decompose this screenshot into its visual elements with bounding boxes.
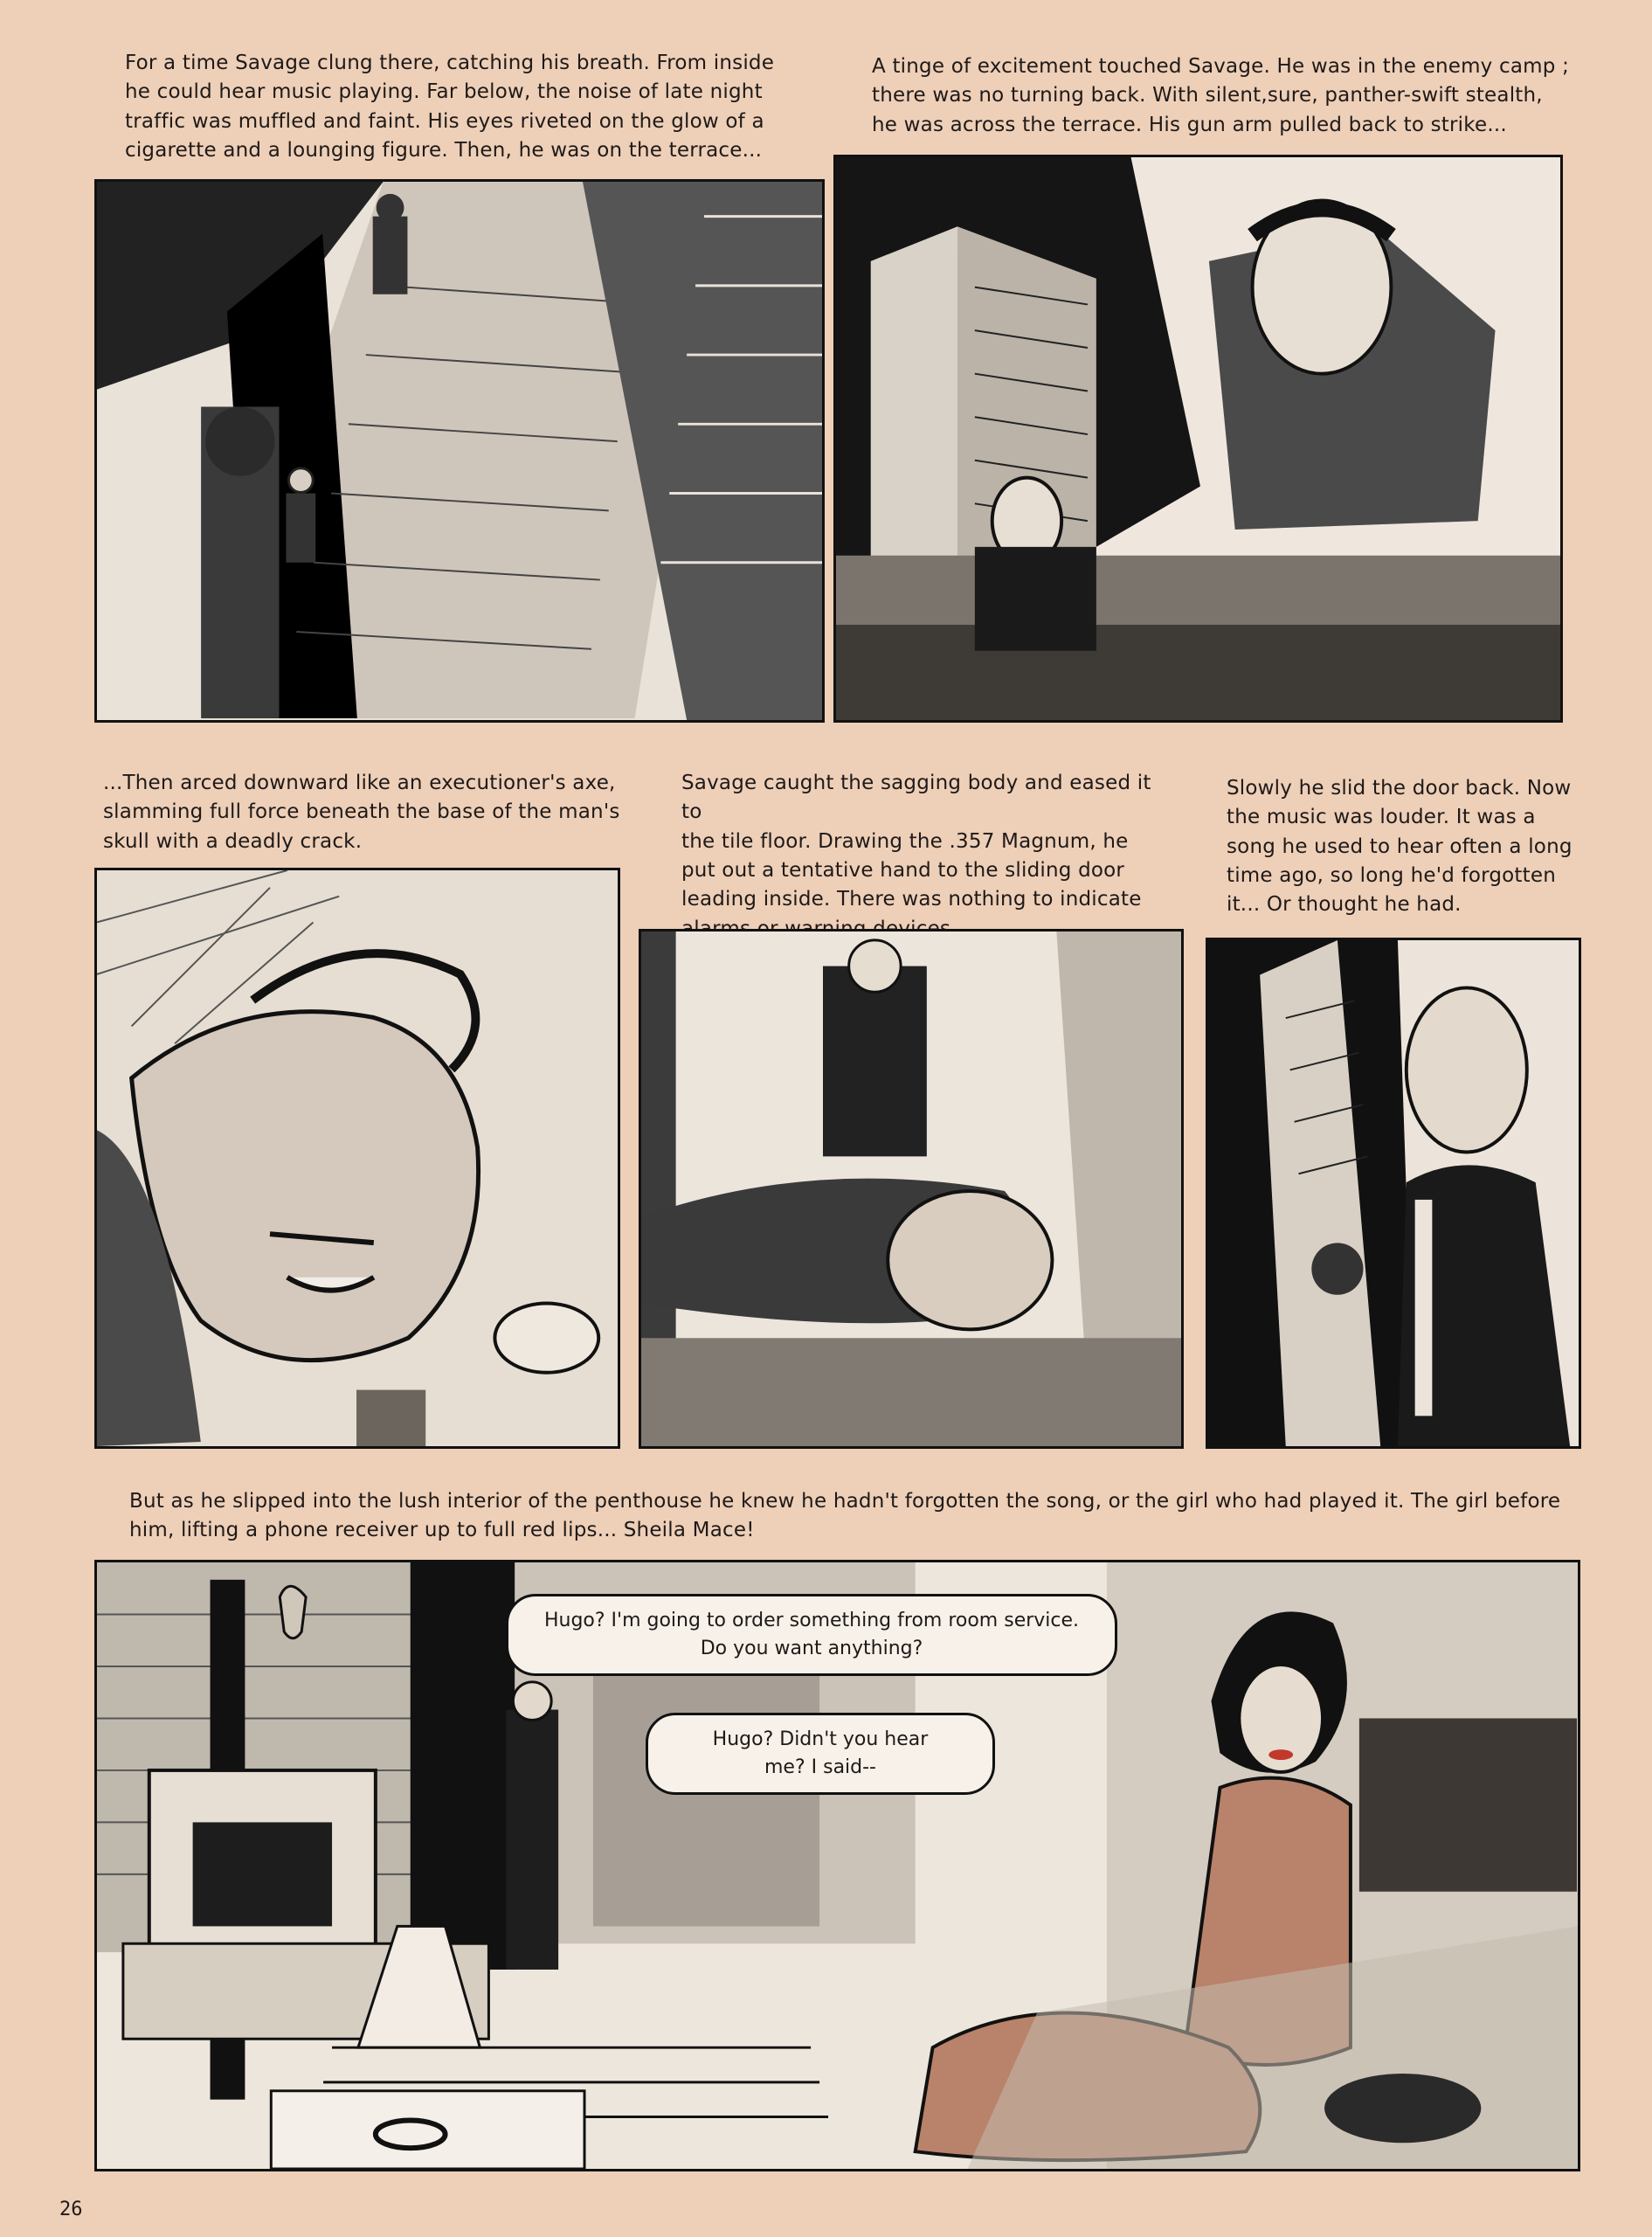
caption-panel-2: A tinge of excitement touched Savage. He was in the enemy camp ; there was no turning back. With silent,sure, panther-swift stealth, he was across the terrace. His gun arm pulled back to strike... (872, 55, 1570, 136)
caption-panel-6: But as he slipped into the lush interior of the penthouse he knew he hadn't forgotten the song, or the girl who had played it. The girl before him, lifting a phone receiver up to full red lips... Sheila Mace! (129, 1490, 1561, 1542)
panel-5-savage-at-door (1206, 938, 1581, 1449)
panel-1-terrace-overhead (94, 179, 825, 723)
panel-3-art (97, 870, 618, 1446)
panel-1-art (97, 182, 822, 720)
speech-balloon-didnt-you-hear: Hugo? Didn't you hear me? I said-- (646, 1713, 995, 1795)
caption-panel-1: For a time Savage clung there, catching his breath. From inside he could hear music playing. Far below, the noise of late night traffic was muffled and faint. His eyes riveted on the glow of a cigarette and a lounging figure. Then, he was on the terrace... (125, 52, 775, 163)
panel-2-savage-behind-smoker (833, 155, 1563, 723)
page-number: 26 (59, 2199, 83, 2220)
caption-panel-3: ...Then arced downward like an executioner's axe, slamming full force beneath the base of the man's skull with a deadly crack. (103, 772, 620, 853)
panel-5-art (1208, 940, 1579, 1446)
panel-3-knockout-blow (94, 868, 620, 1449)
panel-6-penthouse-interior (94, 1560, 1580, 2171)
panel-2-art (836, 157, 1560, 720)
caption-panel-4: Savage caught the sagging body and eased it to the tile floor. Drawing the .357 Magnum, he put out a tentative hand to the sliding door leading inside. There was nothing to indicate (681, 772, 1151, 911)
speech-balloon-room-service: Hugo? I'm going to order something from room service. Do you want anything? (506, 1594, 1117, 1676)
panel-4-body-on-floor (639, 929, 1184, 1449)
panel-4-art (641, 932, 1181, 1446)
caption-panel-5: Slowly he slid the door back. Now the music was louder. It was a song he used to hear often a long time ago, so long he'd forgotten it... Or thought he had. (1227, 777, 1573, 917)
